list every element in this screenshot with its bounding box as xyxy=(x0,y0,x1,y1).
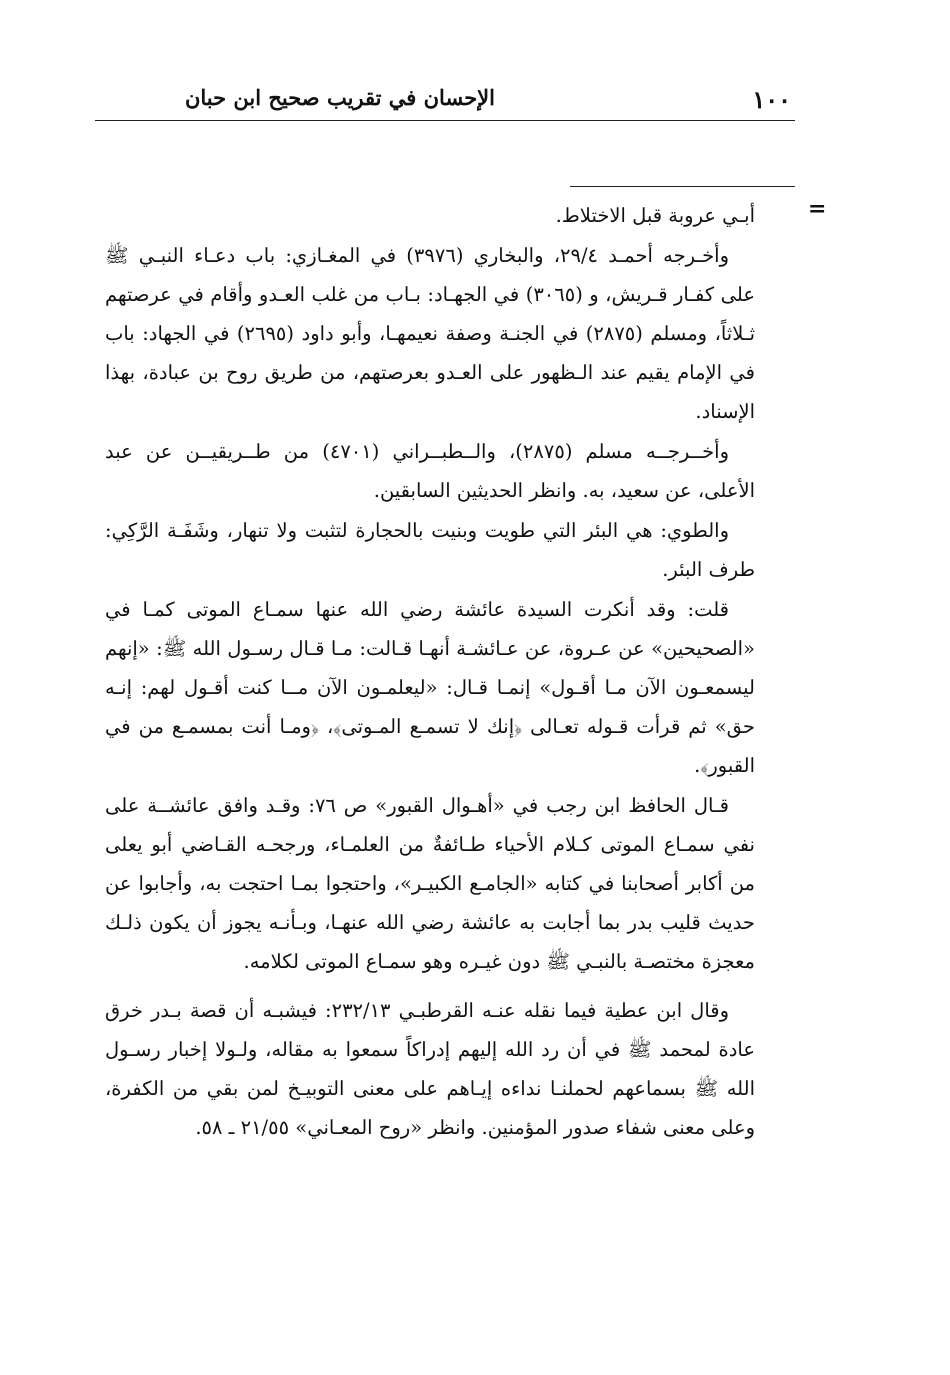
note-paragraph-6: قـال الحافظ ابن رجب في «أهـوال القبور» ص ٧٦: وقـد وافق عائشــة على نفي سمـاع الموتى كـلام الأحياء طـائفةٌ من العلمـاء، ورجحـه القـاضي أبو يعلى من أكابر أصحابنا في كتابه «الجامـع الكبيـر»، واحتجوا بمـا احتجت به، وأجابوا عن حديث قليب بدر بما أجابت به عائشة رضي الله عنهـا، وبـأنـه يجوز أن يكون ذلـك معجزة مختصـة بالنبـي ﷺ دون غيـره وهو سمـاع الموتى لكلامه. xyxy=(105,794,755,973)
note-paragraph-1: أبـي عروبة قبل الاختلاط. xyxy=(555,204,755,227)
note-paragraph-4: والطوي: هي البئر التي طويت وبنيت بالحجارة لتثبت ولا تنهار، وشَفَـة الرَّكِي: طرف البئر. xyxy=(105,519,755,581)
note-paragraph-7: وقال ابن عطية فيما نقله عنـه القرطبـي ٢٣٢/١٣: فيشبـه أن قصة بـدر خرق عادة لمحمد ﷺ في أن رد الله إليهم إدراكاً سمعوا به مقاله، ولـولا إخبار رسـول الله ﷺ بسماعهم لحملنـا نداءه إيـاهم على معنى التوبيـخ لمن بقي من الكفرة، وعلى معنى شفاء صدور المؤمنين. وانظر «روح المعـاني» ٢١/٥٥ ـ ٥٨. xyxy=(105,999,755,1139)
footnote-separator xyxy=(570,186,795,187)
continuation-mark: = xyxy=(808,196,827,222)
footnotes-body xyxy=(105,196,755,1148)
note-paragraph-2: وأخـرجه أحمـد ٢٩/٤، والبخاري (٣٩٧٦) في المغـازي: باب دعـاء النبـي ﷺ على كفـار قـريش، و (٣٠٦٥) في الجهـاد: بـاب من غلب العـدو وأقام في عرصتهم ثـلاثاً، ومسلم (٢٨٧٥) في الجنـة وصفة نعيمهـا، وأبو داود (٢٦٩٥) في الجهاد: باب في الإمام يقيم عند الـظهور على العـدو بعرصتهم، من طريق روح بن عبادة، بهذا الإسناد. xyxy=(105,244,756,423)
note-paragraph-5: قلت: وقد أنكرت السيدة عائشة رضي الله عنها سمـاع الموتى كمـا في «الصحيحين» عن عـروة، عن عـائشـة أنهـا قـالت: مـا قـال رسـول الله ﷺ: «إنهم ليسمعـون الآن مـا أقـول» إنمـا قـال: «ليعلمـون الآن مــا كنت أقـول لهم: إنـه حق» ثم قرأت قـوله تعـالى ﴿إنك لا تسمـع المـوتى﴾، ﴿ومـا أنت بمسمـع من في القبور﴾. xyxy=(105,598,755,777)
note-paragraph-3: وأخــرجــه مسلم (٢٨٧٥)، والــطبــراني (٤٧٠١) من طــريقيــن عن عبد الأعلى، عن سعيد، به. وانظر الحديثين السابقين. xyxy=(105,440,755,502)
page-header xyxy=(95,80,795,121)
running-title: الإحسان في تقريب صحيح ابن حبان xyxy=(184,85,495,110)
page-number: ١٠٠ xyxy=(752,85,791,114)
